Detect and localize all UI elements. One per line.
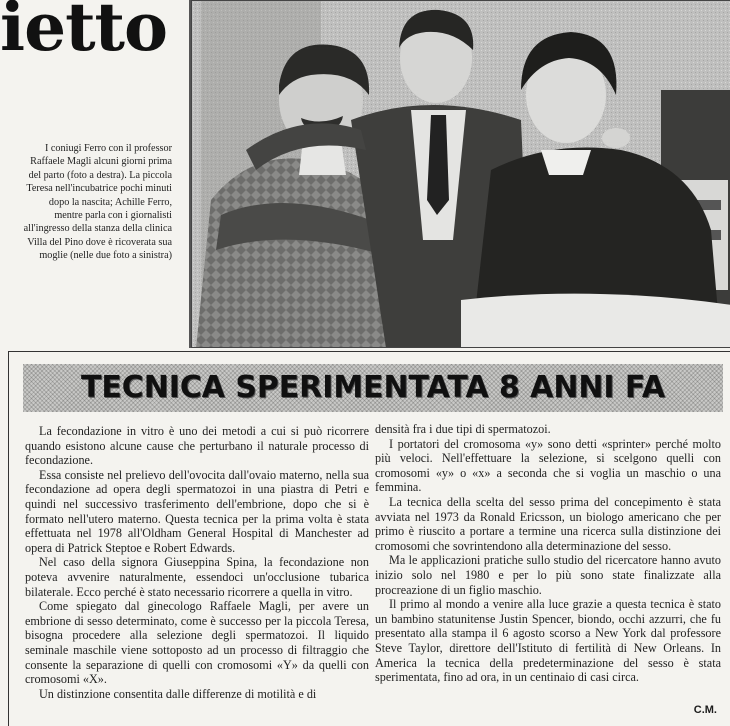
paragraph: Ma le applicazioni pratiche sullo studio del ricercatore hanno avuto inizio solo nel 1980 e per lo più sono state finalizzate alla procreazione di un figlio maschio. [375,553,721,597]
paragraph: Essa consiste nel prelievo dell'ovocita dall'ovaio materno, nella sua fecondazione ad opera degli spermatozoi in una piastra di Petri e quindi nel successivo trasferimento dell'embrione, dopo che si è formato nell'utero materno. Questa tecnica per la prima volta è stata effettuata nel 1978 all'Oldham General Hospital di Manchester ad opera di Patrick Steptoe e Robert Edwards. [25,467,369,555]
paragraph: Un distinzione consentita dalle differenze di motilità e di [39,686,317,701]
paragraph: densità fra i due tipi di spermatozoi. [375,422,551,436]
article-column-right [375,422,721,685]
paragraph: La fecondazione in vitro è uno dei metodi a cui si può ricorrere quando esistono alcune cause che perturbano il naturale processo di fecondazione. [25,424,369,468]
article-box [8,351,730,726]
paragraph: La tecnica della scelta del sesso prima del concepimento è stata avviata nel 1973 da Ronald Ericsson, un biologo americano che per primo è riuscito a portare a termine una ricerca sulla distinzione dei cromosomi che sovrintendono alla determinazione del sesso. [375,494,721,553]
article-headline: TECNICA SPERIMENTATA 8 ANNI FA [80,370,666,405]
headline-banner [23,364,723,412]
headline-fragment: ietto [0,0,168,66]
paragraph: I portatori del cromosoma «y» sono detti «sprinter» perché molto più veloci. Nell'effettuare la selezione, si scelgono quelli con cromosomi «y» o «x» a seconda che si voglia un maschio o una femmina. [375,436,721,495]
author-signature: C.M. [693,704,717,716]
photo-ferro-couple-with-professor [189,0,730,348]
paragraph: Come spiegato dal ginecologo Raffaele Magli, per avere un embrione di sesso determinato, come è successo per la piccola Teresa, bisogna procedere alla selezione degli spermatozoi. Il liquido seminale maschile viene sottoposto ad un processo di filtraggio che consente la separazione di quelli con cromosomi «Y» da quelli con cromosomi «X». [25,599,369,687]
paragraph: Nel caso della signora Giuseppina Spina, la fecondazione non poteva avvenire naturalmente, essendoci un'occlusione tubarica bilaterale. Ecco perché è stato necessario ricorrere a quella in vitro. [25,555,369,599]
photo-illustration [191,0,730,348]
paragraph: Il primo al mondo a venire alla luce grazie a questa tecnica è stato un bambino statunitense Justin Spencer, biondo, occhi azzurri, che fu presentato alla stampa il 6 agosto scorso a New York dal professore Steve Taylor, direttore dell'Istituto di fertilità di New Orleans. In America la tecnica della predeterminazione del sesso è stata sperimentata, fino ad ora, in un centinaio di casi circa. [375,597,721,685]
article-column-left [25,424,369,701]
photo-caption: I coniugi Ferro con il professor Raffaele Magli alcuni giorni prima del parto (foto a destra). La piccola Teresa nell'incubatrice pochi minuti dopo la nascita; Achille Ferro, mentre parla con i giornalisti all'ingresso della stanza della clinica Villa del Pino dove è ricoverata sua moglie (nelle due foto a sinistra) [23,143,172,262]
